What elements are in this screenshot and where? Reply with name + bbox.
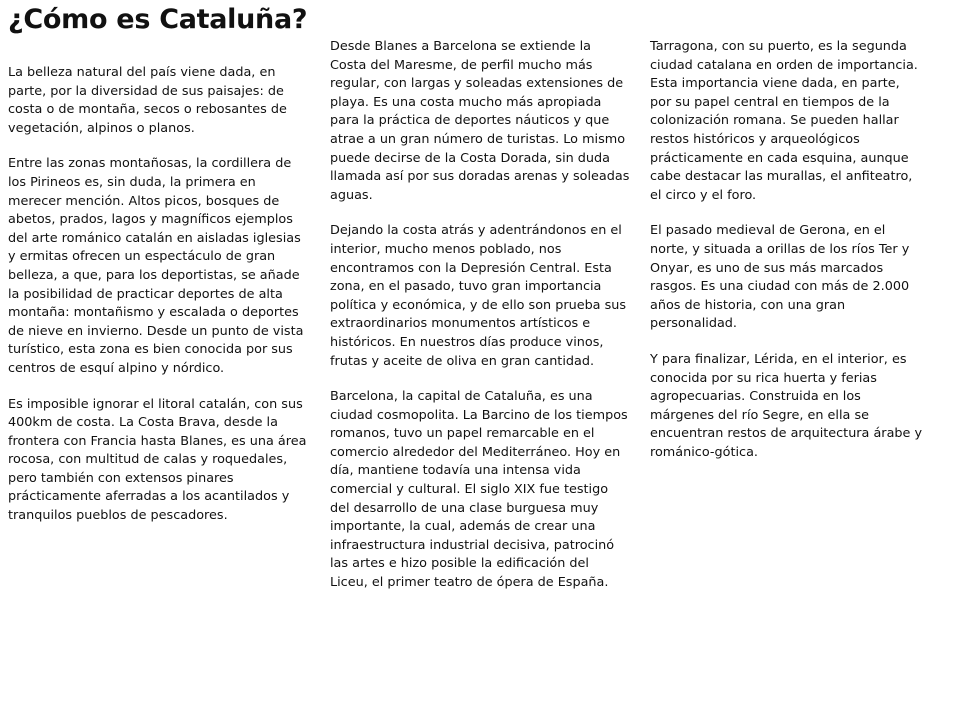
paragraph-costa-maresme: Desde Blanes a Barcelona se extiende la Costa del Maresme, de perfil mucho más regular, con largas y soleadas extensiones de playa. Es una costa mucho más apropiada para la práctica de deportes náuticos y que atrae a un gran número de turistas. Lo mismo puede decirse de la Costa Dorada, sin duda llamada así por sus doradas arenas y soleadas aguas. bbox=[330, 39, 630, 203]
paragraph-barcelona: Barcelona, la capital de Cataluña, es una ciudad cosmopolita. La Barcino de los tiempos romanos, tuvo un papel remarcable en el comercio alrededor del Mediterráneo. Hoy en día, mantiene todavía una intensa vida comercial y cultural. El siglo XIX fue testigo del desarrollo de una clase burguesa muy importante, la cual, además de crear una infraestructura industrial decisiva, patrocinó las artes e hizo posible la edificación del Liceu, el primer teatro de ópera de España. bbox=[330, 389, 628, 591]
paragraph-lerida: Y para finalizar, Lérida, en el interior, es conocida por su rica huerta y ferias agropecuarias. Construida en los márgenes del río Segre, en ella se encuentran restos de arquitectura árabe y románico-gótica. bbox=[650, 351, 923, 460]
paragraph-tarragona: Tarragona, con su puerto, es la segunda ciudad catalana en orden de importancia. Esta importancia viene dada, en parte, por su papel central en tiempos de la colonización romana. Se pueden hallar restos históricos y arqueológicos prácticamente en cada esquina, aunque cabe destacar las murallas, el anfiteatro, el circo y el foro. bbox=[650, 39, 918, 203]
text-column-3 bbox=[650, 38, 925, 479]
paragraph-gerona: El pasado medieval de Gerona, en el norte, y situada a orillas de los ríos Ter y Onyar, es uno de sus más marcados rasgos. Es una ciudad con más de 2.000 años de historia, con una gran personalidad. bbox=[650, 223, 910, 332]
text-column-2 bbox=[330, 38, 630, 610]
paragraph-natural-beauty: La belleza natural del país viene dada, en parte, por la diversidad de sus paisajes: de costa o de montaña, secos o rebosantes de vegetación, alpinos o planos. bbox=[8, 65, 287, 136]
page-title: ¿Cómo es Cataluña? bbox=[8, 4, 308, 35]
paragraph-pyrenees: Entre las zonas montañosas, la cordillera de los Pirineos es, sin duda, la primera en merecer mención. Altos picos, bosques de abetos, prados, lagos y magníficos ejemplos del arte románico catalán en aisladas iglesias y ermitas ofrecen un espectáculo de gran belleza, a que, para los deportistas, se añade la posibilidad de practicar deportes de alta montaña: montañismo y escalada o deportes de nieve en invierno. Desde un punto de vista turístico, esta zona es bien conocida por sus centros de esquí alpino y nórdico. bbox=[8, 156, 304, 376]
text-column-1 bbox=[8, 64, 308, 543]
paragraph-depresion-central: Dejando la costa atrás y adentrándonos en el interior, mucho menos poblado, nos encontramos con la Depresión Central. Esta zona, en el pasado, tuvo gran importancia política y económica, y de ello son prueba sus extraordinarios monumentos artísticos e históricos. En nuestros días produce vinos, frutas y aceite de oliva en gran cantidad. bbox=[330, 223, 627, 369]
paragraph-costa-brava: Es imposible ignorar el litoral catalán, con sus 400km de costa. La Costa Brava, desde la frontera con Francia hasta Blanes, es una área rocosa, con multitud de calas y roquedales, pero también con extensos pinares prácticamente aferradas a los acantilados y tranquilos pueblos de pescadores. bbox=[8, 396, 307, 524]
